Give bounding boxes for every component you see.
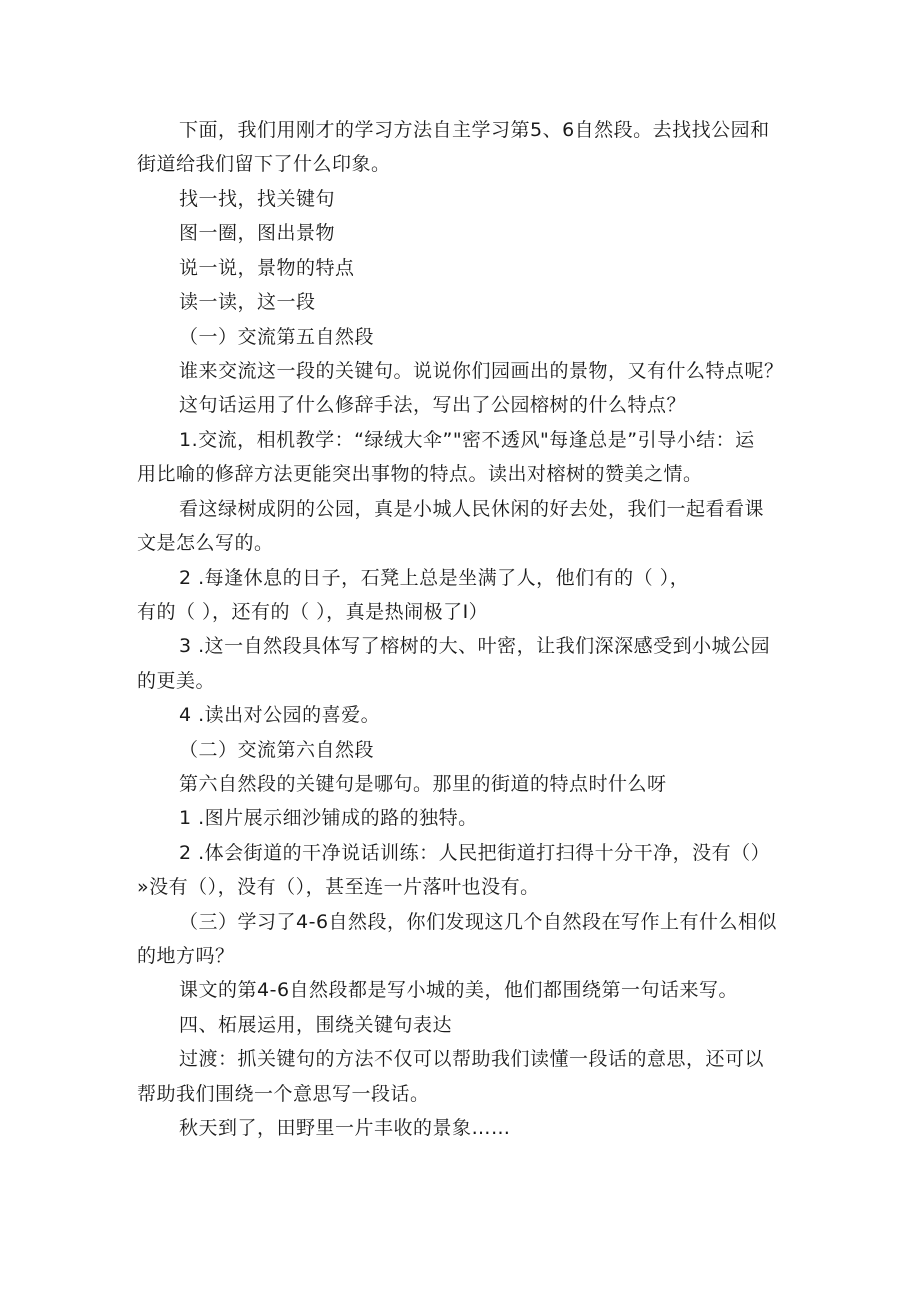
text-line: 1 .图片展示细沙铺成的路的独特。 xyxy=(179,807,478,829)
text-line: 过渡：抓关键句的方法不仅可以帮助我们读懂一段话的意思，还可以 xyxy=(179,1048,765,1070)
text-line: 1.交流，相机教学：“绿绒大伞”"密不透风"每逢总是”引导小结：运 xyxy=(179,429,755,451)
text-line: 图一圈，图出景物 xyxy=(179,222,336,244)
text-line: 用比喻的修辞方法更能突出事物的特点。读出对榕树的赞美之情。 xyxy=(137,463,703,485)
text-line: 这句话运用了什么修辞手法，写出了公园榕树的什么特点？ xyxy=(179,394,687,416)
text-line: 下面，我们用刚才的学习方法自主学习第5、6自然段。去找找公园和 xyxy=(179,119,770,141)
text-line: 读一读，这一段 xyxy=(179,291,316,313)
section-heading: 四、柘展运用，围绕关键句表达 xyxy=(179,1014,453,1036)
text-line: 有的（ ），还有的（ ），真是热闹极了I） xyxy=(137,601,489,623)
text-line: 街道给我们留下了什么印象。 xyxy=(137,153,391,175)
text-line: 帮助我们围绕一个意思写一段话。 xyxy=(137,1083,430,1105)
text-line: 2 .体会街道的干净说话训练：人民把街道打扫得十分干净，没有（） xyxy=(179,842,771,864)
text-line: 4 .读出对公园的喜爱。 xyxy=(179,704,381,726)
text-line: 秋天到了，田野里一片丰收的景象…… xyxy=(179,1117,511,1139)
text-line: 3 .这一自然段具体写了榕树的大、叶密，让我们深深感受到小城公园 xyxy=(179,635,771,657)
text-line: 看这绿树成阴的公园，真是小城人民休闲的好去处，我们一起看看课 xyxy=(179,498,765,520)
text-line: 2 .每逢休息的日子，石凳上总是坐满了人，他们有的（ ）， xyxy=(179,567,690,589)
text-line: 文是怎么写的。 xyxy=(137,532,274,554)
text-line: »没有（），没有（），甚至连一片落叶也没有。 xyxy=(137,876,540,898)
text-line: 谁来交流这一段的关键句。说说你们园画出的景物，又有什么特点呢？ xyxy=(179,360,784,382)
text-line: 的更美。 xyxy=(137,670,216,692)
text-line: 课文的第4-6自然段都是写小城的美，他们都围绕第一句话来写。 xyxy=(179,979,739,1001)
text-line: 说一说，景物的特点 xyxy=(179,257,355,279)
section-heading: （三）学习了4-6自然段，你们发现这几个自然段在写作上有什么相似 xyxy=(179,911,778,933)
text-line: 找一找，找关键句 xyxy=(179,188,336,210)
text-line: 的地方吗？ xyxy=(137,945,235,967)
text-line: 第六自然段的关键句是哪句。那里的街道的特点时什么呀 xyxy=(179,773,667,795)
section-heading: （二）交流第六自然段 xyxy=(179,739,375,761)
section-heading: （一）交流第五自然段 xyxy=(179,326,375,348)
